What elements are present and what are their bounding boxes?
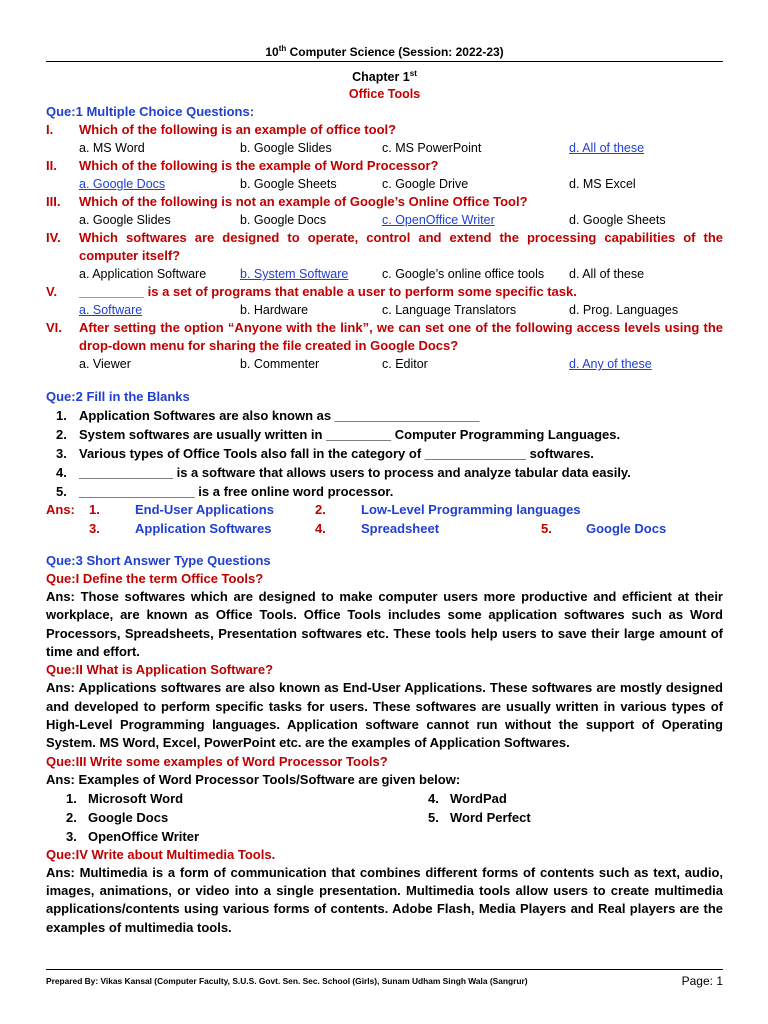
option-b: b. Google Slides [240, 141, 332, 156]
q2-heading: Que:2 Fill in the Blanks [46, 389, 190, 405]
question-III: Que:III Write some examples of Word Processor Tools? [46, 753, 388, 769]
fill-item [46, 406, 723, 425]
answer-text: End-User Applications [135, 502, 274, 518]
answer-number: 4. [315, 520, 326, 536]
header-rule [46, 61, 723, 62]
list-number: 5. [428, 809, 439, 825]
fill-number: 4. [56, 465, 67, 481]
option-c-answer[interactable]: c. OpenOffice Writer [382, 213, 495, 228]
mcq-options [46, 175, 723, 193]
list-item [66, 827, 428, 846]
fill-number: 5. [56, 484, 67, 500]
header-title [46, 40, 723, 58]
option-a: a. MS Word [79, 141, 145, 156]
option-b: b. Hardware [240, 303, 309, 318]
fill-text: Application Softwares are also known as ____________________ [79, 408, 480, 424]
mcq-options [46, 355, 723, 373]
q1-heading: Que:1 Multiple Choice Questions: [46, 104, 255, 120]
answer-I: Ans: Those softwares which are designed to make computer users more productive and efficient at their workplace, are known as Office Tools. Office Tools includes some application softwares such as Word Processors, Spreadsheets, Presentation softwares etc. These tools help users to save their large amount of time and effort. [46, 589, 723, 660]
chapter-number: Chapter 1 [352, 70, 410, 85]
option-a: a. Google Slides [79, 213, 171, 228]
mcq-options [46, 265, 723, 283]
option-c: c. Google’s online office tools [382, 267, 545, 282]
ans-label: Ans: [46, 502, 75, 518]
mcq-options [46, 139, 723, 157]
mcq-question [46, 157, 723, 175]
option-c: c. Language Translators [382, 303, 517, 318]
class-superscript: th [278, 44, 287, 53]
list-number: 2. [66, 809, 77, 825]
answer-text: Google Docs [586, 520, 667, 536]
question-number: II. [46, 158, 57, 174]
option-d: d. Prog. Languages [569, 303, 679, 318]
option-a-answer[interactable]: a. Google Docs [79, 177, 166, 192]
page-footer [46, 969, 723, 992]
question-text: Which of the following is an example of office tool? [79, 122, 397, 138]
fill-number: 3. [56, 446, 67, 462]
subject-session: Computer Science (Session: 2022-23) [286, 45, 504, 59]
fill-text: System softwares are usually written in _________ Computer Programming Languages. [79, 427, 621, 443]
fill-number: 1. [56, 408, 67, 424]
list-text: Word Perfect [450, 809, 531, 825]
answer-number: 3. [89, 520, 100, 536]
chapter-title [46, 66, 723, 85]
list-item [66, 808, 428, 827]
option-a-answer[interactable]: a. Software [79, 303, 143, 318]
question-I: Que:I Define the term Office Tools? [46, 571, 264, 587]
answer-IV: Ans: Multimedia is a form of communication that combines different forms of contents such as text, audio, images, animations, or video into a single presentation. Multimedia tools allow users to create multimedia applications/contents using various forms of contents. Adobe Flash, Media Players and Real players are the examples of multimedia tools. [46, 864, 723, 935]
question-text: _________ is a set of programs that enable a user to perform some specific task. [79, 284, 577, 300]
list-text: Google Docs [88, 809, 169, 825]
mcq-question [46, 193, 723, 211]
question-number: IV. [46, 230, 61, 246]
question-number: VI. [46, 320, 62, 336]
answer-text: Spreadsheet [361, 520, 440, 536]
option-c: c. MS PowerPoint [382, 141, 482, 156]
q3-heading: Que:3 Short Answer Type Questions [46, 553, 271, 569]
option-d-answer[interactable]: d. Any of these [569, 357, 652, 372]
answer-number: 2. [315, 502, 326, 518]
option-d: d. Google Sheets [569, 213, 666, 228]
question-text: Which softwares are designed to operate, control and extend the processing capabilities of the computer itself? [79, 230, 723, 264]
page-number: Page: 1 [681, 974, 723, 988]
ans-spacer [46, 520, 89, 539]
prepared-by: Prepared By: Vikas Kansal (Computer Faculty, S.U.S. Govt. Sen. Sec. School (Girls), Sunam Udham Singh Wala (Sangrur) [46, 976, 528, 986]
list-text: WordPad [450, 790, 507, 806]
fill-item [46, 463, 723, 482]
question-text: Which of the following is the example of Word Processor? [79, 158, 439, 174]
question-text: Which of the following is not an example of Google’s Online Office Tool? [79, 194, 528, 210]
list-row [46, 827, 723, 846]
fill-item [46, 425, 723, 444]
list-text: OpenOffice Writer [88, 828, 200, 844]
list-number: 4. [428, 790, 439, 806]
answer-text: Application Softwares [135, 520, 272, 536]
option-b: b. Commenter [240, 357, 320, 372]
mcq-question [46, 229, 723, 265]
question-number: III. [46, 194, 61, 210]
footer-row [46, 970, 723, 992]
option-b: b. Google Sheets [240, 177, 337, 192]
question-number: V. [46, 284, 58, 300]
fill-number: 2. [56, 427, 67, 443]
question-number: I. [46, 122, 54, 138]
chapter-name: Office Tools [348, 87, 421, 102]
option-c: c. Editor [382, 357, 428, 372]
list-row [46, 808, 723, 827]
option-b-answer[interactable]: b. System Software [240, 267, 349, 282]
answer-text: Low-Level Programming languages [361, 502, 581, 518]
fill-text: Various types of Office Tools also fall in the category of ______________ softwares. [79, 446, 594, 462]
fill-text: _____________ is a software that allows users to process and analyze tabular data easily. [79, 465, 631, 481]
fill-item [46, 444, 723, 463]
option-d-answer[interactable]: d. All of these [569, 141, 645, 156]
list-item [66, 789, 428, 808]
answer-number: 5. [541, 520, 552, 536]
list-text: Microsoft Word [88, 790, 184, 806]
question-text: After setting the option “Anyone with the link”, we can set one of the following access levels using the drop-down menu for sharing the file created in Google Docs? [79, 320, 723, 354]
answers-row-2 [46, 520, 723, 539]
fill-item [46, 482, 723, 501]
mcq-question [46, 283, 723, 301]
option-b: b. Google Docs [240, 213, 327, 228]
fill-text: ________________ is a free online word processor. [79, 484, 394, 500]
chapter-superscript: st [409, 69, 417, 78]
answer-III: Ans: Examples of Word Processor Tools/Software are given below: [46, 771, 461, 787]
class-number: 10 [265, 45, 279, 59]
option-d: d. MS Excel [569, 177, 636, 192]
option-a: a. Viewer [79, 357, 131, 372]
option-c: c. Google Drive [382, 177, 469, 192]
mcq-options [46, 211, 723, 229]
list-number: 3. [66, 828, 77, 844]
question-IV: Que:IV Write about Multimedia Tools. [46, 846, 276, 862]
mcq-options [46, 301, 723, 319]
answer-II: Ans: Applications softwares are also known as End-User Applications. These softwares are mostly designed and developed to perform specific tasks for users. These softwares are usually written in various types of High-Level Programming languages. Application software cannot run without the support of Operating System. MS Word, Excel, PowerPoint etc. are the examples of Application Softwares. [46, 680, 723, 751]
list-row [46, 789, 723, 808]
option-d: d. All of these [569, 267, 645, 282]
list-item [428, 789, 507, 808]
answer-number: 1. [89, 502, 100, 518]
mcq-question [46, 121, 723, 139]
option-a: a. Application Software [79, 267, 207, 282]
list-item [428, 808, 531, 827]
question-II: Que:II What is Application Software? [46, 662, 274, 678]
mcq-question [46, 319, 723, 355]
document-page [46, 40, 723, 937]
answers-row-1 [46, 501, 723, 520]
list-number: 1. [66, 790, 77, 806]
